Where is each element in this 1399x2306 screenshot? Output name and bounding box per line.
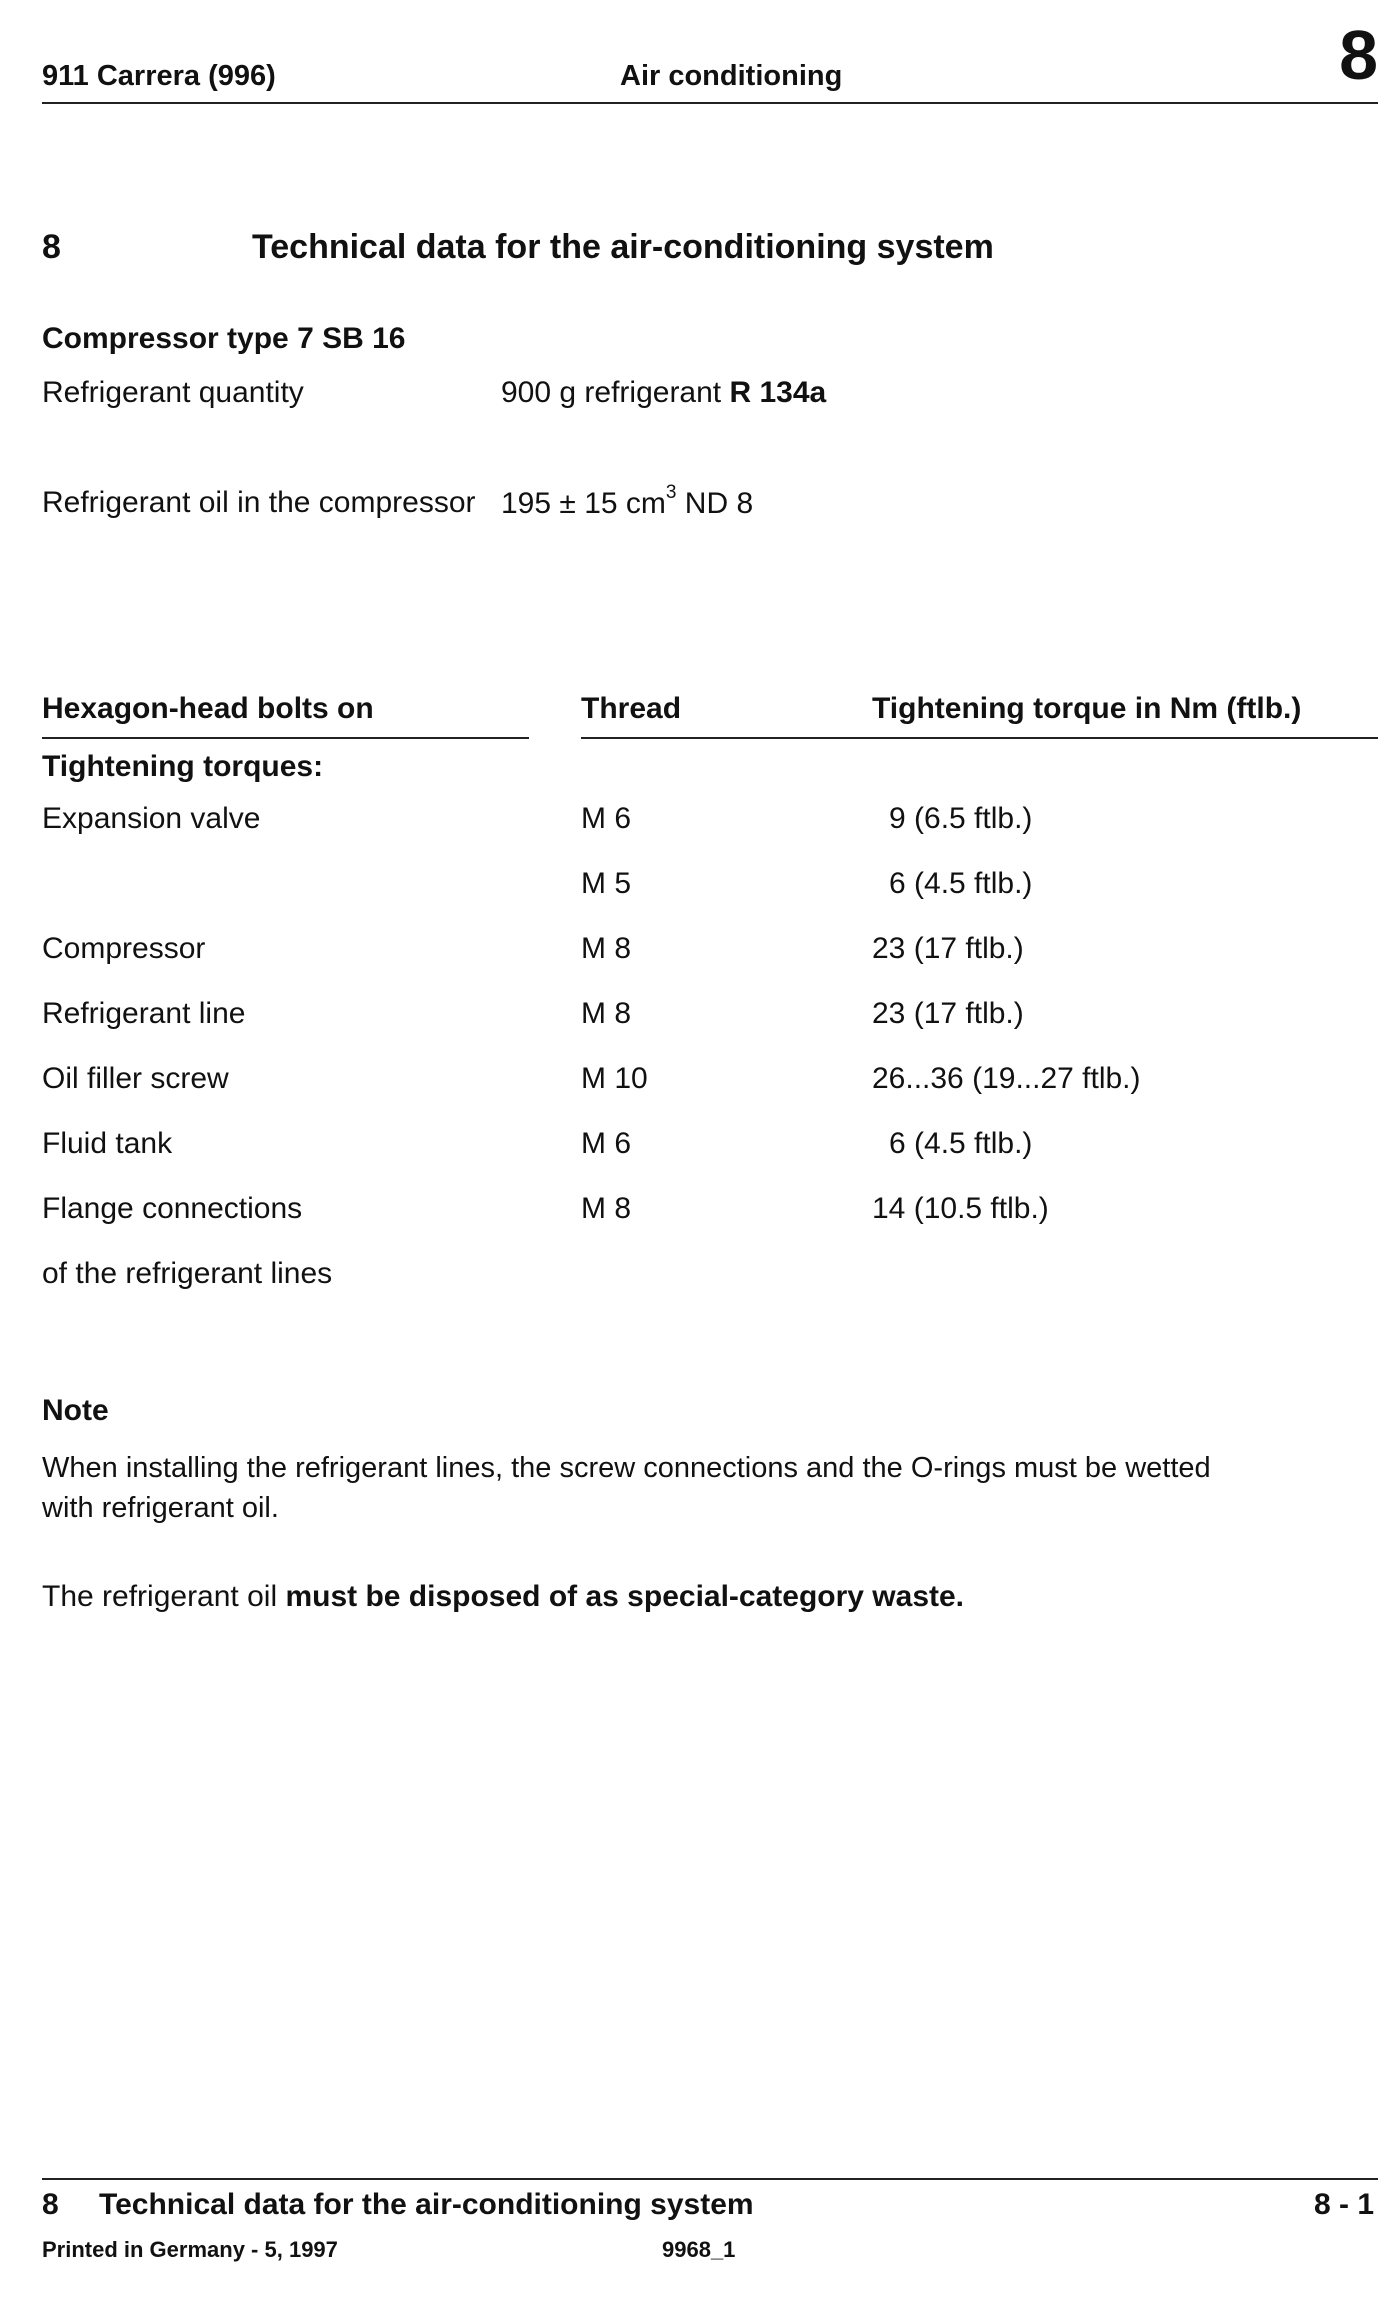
table-cell-part: of the refrigerant lines [42,1257,333,1290]
oil-type: ND 8 [676,487,754,520]
table-cell-part: Fluid tank [42,1127,173,1160]
table-cell-part: Compressor [42,932,206,965]
page-number: 8 - 1 [1313,2188,1374,2221]
table-cell-torque: 9 (6.5 ftlb.) [889,802,1033,835]
header-model: 911 Carrera (996) [42,60,276,92]
table-cell-torque: 14 (10.5 ftlb.) [872,1192,1049,1225]
table-cell-torque: 23 (17 ftlb.) [872,997,1024,1030]
footer-section-number: 8 [42,2188,59,2221]
table-cell-torque: 6 (4.5 ftlb.) [889,867,1033,900]
table-cell-thread: M 5 [581,867,632,900]
table-cell-thread: M 8 [581,932,632,965]
table-header-part: Hexagon-head bolts on [42,692,374,725]
table-cell-part: Oil filler screw [42,1062,229,1095]
footer-divider [42,2178,1378,2180]
refrigerant-oil-value [501,482,754,521]
section-number: 8 [42,228,61,266]
footer-section-title: Technical data for the air-conditioning system [99,2188,754,2221]
refrigerant-quantity-text: 900 g refrigerant [501,376,730,409]
section-title: Technical data for the air-conditioning system [252,228,994,266]
table-cell-thread: M 6 [581,1127,632,1160]
table-cell-thread: M 6 [581,802,632,835]
header-chapter-number: 8 [1339,16,1378,94]
table-header-divider [581,737,1378,739]
table-cell-thread: M 10 [581,1062,648,1095]
table-header-thread: Thread [581,692,682,725]
refrigerant-type: R 134a [729,376,827,409]
refrigerant-quantity-value [501,376,826,410]
table-cell-thread: M 8 [581,1192,632,1225]
table-cell-torque: 6 (4.5 ftlb.) [889,1127,1033,1160]
header-chapter-title: Air conditioning [620,60,843,92]
note-heading: Note [42,1394,109,1427]
disposal-note-prefix: The refrigerant oil [42,1580,286,1613]
table-cell-thread: M 8 [581,997,632,1030]
table-cell-torque: 26...36 (19...27 ftlb.) [872,1062,1141,1095]
table-header-torque: Tightening torque in Nm (ftlb.) [872,692,1302,725]
oil-unit-exponent: 3 [665,482,677,503]
document-code: 9968_1 [662,2237,736,2262]
table-cell-part: Expansion valve [42,802,261,835]
oil-amount: 195 ± 15 cm [501,487,666,520]
disposal-note-emphasis: must be disposed of as special-category waste. [285,1580,965,1613]
table-subheading: Tightening torques: [42,750,324,783]
note-text: When installing the refrigerant lines, the screw connections and the O-rings must be wetted with refrigerant oil. [42,1452,1211,1524]
print-info: Printed in Germany - 5, 1997 [42,2237,338,2262]
refrigerant-oil-label: Refrigerant oil in the compressor [42,486,476,519]
refrigerant-quantity-label: Refrigerant quantity [42,376,304,409]
disposal-note [42,1580,964,1614]
table-cell-torque: 23 (17 ftlb.) [872,932,1024,965]
table-header-divider [42,737,529,739]
header-divider [42,102,1378,104]
compressor-type: Compressor type 7 SB 16 [42,322,406,355]
table-cell-part: Flange connections [42,1192,303,1225]
table-cell-part: Refrigerant line [42,997,246,1030]
